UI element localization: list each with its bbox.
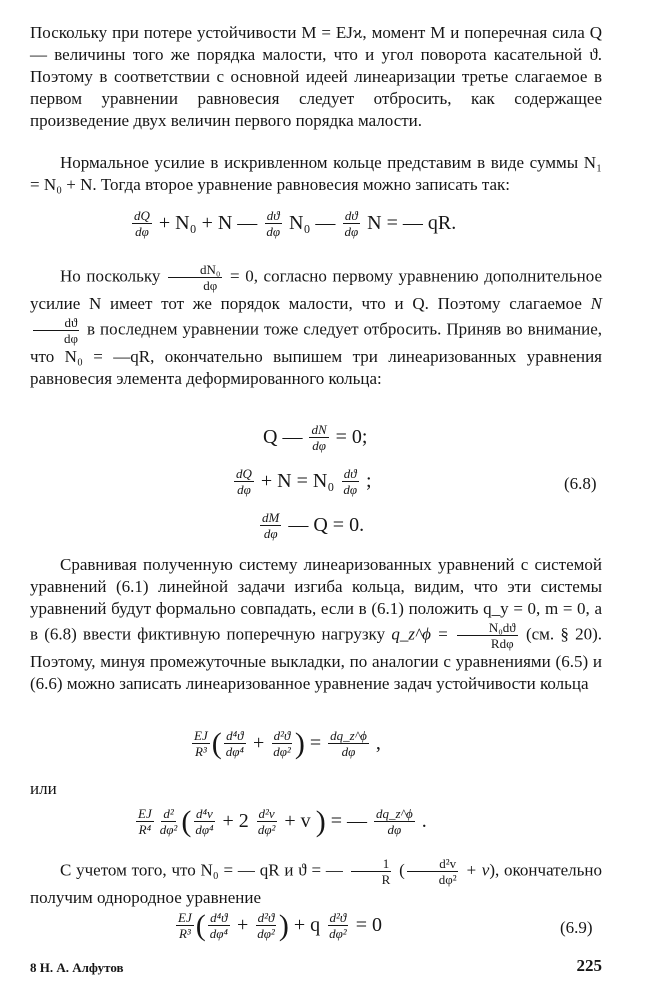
equation-label-6-9: (6.9) [560,918,593,937]
system-eq-1: Q — $\frac{dN}{d\varphi}$ = 0; [263,422,368,453]
footer-signature: 8 Н. А. Алфутов [30,960,124,975]
inline-fraction: $\frac{1}{R}$ [350,856,393,887]
fraction: $\frac{dQ}{d\varphi}$ [134,208,150,239]
equation-label-6-8: (6.8) [564,474,597,493]
fraction: $\frac{dϑ}{d\varphi}$ [344,208,359,239]
paragraph-6: С учетом того, что N₀ = — qR и ϑ = — $\frac{1}{R}$ ( $\frac{\text{d²v}}{\text{dφ²}}$ + v), окончательно получим однородное уравнение [30,856,602,907]
paragraph-4: Сравнивая полученную систему линеаризованных уравнений с системой уравнений (6.1) линейной задачи изгиба кольца, видим, что эти системы уравнений будут формально совпадать, если в (6.1) положить q_y = 0, m = 0, а в (6.8) ввести фиктивную поперечную нагрузку q_z^ϕ = $\frac{\text{N₀dϑ}}{\text{Rdφ}}$ (см. § 20). Поэтому, минуя промежуточные выкладки, по аналогии с уравнениями (6.5) и (6.6) можно записать линеаризованное уравнение задач устойчивости кольца [30,555,603,693]
equation-6-9: $\frac{EJ}{\text{R³}}$ ( $\frac{\text{d⁴ϑ}}{\text{dφ⁴}}$ + $\frac{\text{d²ϑ}}{\text{dφ²}}$ ) + q $\frac{\text{d²ϑ}}{\text{dφ²}}$ = 0 [178,908,382,942]
inline-fraction: $\frac{\text{N₀dϑ}}{\text{Rdφ}}$ [457,620,518,651]
system-eq-2: $\frac{dQ}{d\varphi}$ + N = N₀ $\frac{dϑ}{d\varphi}$ ; [236,466,372,497]
equation-stability-v: $\frac{EJ}{\text{R⁴}}$ $\frac{\text{d²}}{\text{dφ²}}$ ( $\frac{\text{d⁴v}}{\text{dφ⁴}}$ + 2 $\frac{\text{d²v}}{\text{dφ²}}$ + v ) = — $\frac{dq\_z\^{}\phi}{d\varphi}$ . [138,804,427,838]
inline-fraction: $\frac{dϑ}{d\varphi}$ [32,315,80,346]
paragraph-3: Но поскольку $\frac{\text{dN₀}}{d\varphi}$ = 0, согласно первому уравнению дополнительное усилие N имеет тот же порядок малости, что и Q. Поэтому слагаемое N $\frac{dϑ}{d\varphi}$ в последнем уравнении тоже следует отбросить. Приняв во внимание, что N₀ = —qR, окончательно выпишем три линеаризованных уравнения равновесия элемента деформированного кольца: [30,262,603,388]
inline-fraction: $\frac{\text{d²v}}{\text{dφ²}}$ [407,856,459,887]
page-number: 225 [576,956,602,975]
equation-normal-force: $\frac{dQ}{d\varphi}$ + N₀ + N — $\frac{dϑ}{d\varphi}$ N₀ — $\frac{dϑ}{d\varphi}$ N = — qR. [134,208,457,239]
inline-fraction: $\frac{\text{dN₀}}{d\varphi}$ [168,262,222,293]
paragraph-2: Нормальное усилие в искривленном кольце представим в виде суммы N₁ = N₀ + N. Тогда второе уравнение равновесия можно записать так: [30,153,602,194]
fraction: $\frac{dϑ}{d\varphi}$ [266,208,281,239]
paragraph-or: или [30,779,57,798]
equation-stability-theta: $\frac{EJ}{\text{R³}}$ ( $\frac{\text{d⁴ϑ}}{\text{dφ⁴}}$ + $\frac{\text{d²ϑ}}{\text{dφ²}}$ ) = $\frac{dq\_z\^{}\phi}{d\varphi}$ , [194,726,381,760]
system-eq-3: $\frac{dM}{d\varphi}$ — Q = 0. [262,510,365,541]
paragraph-1: Поскольку при потере устойчивости M = EJϰ, момент M и поперечная сила Q — величины того же порядка малости, что и угол поворота касательной ϑ. Поэтому в соответствии с основной идеей линеаризации третье слагаемое в первом уравнении равновесия следует отбросить, как содержащее произведение двух величин первого порядка малости. [30,23,602,130]
